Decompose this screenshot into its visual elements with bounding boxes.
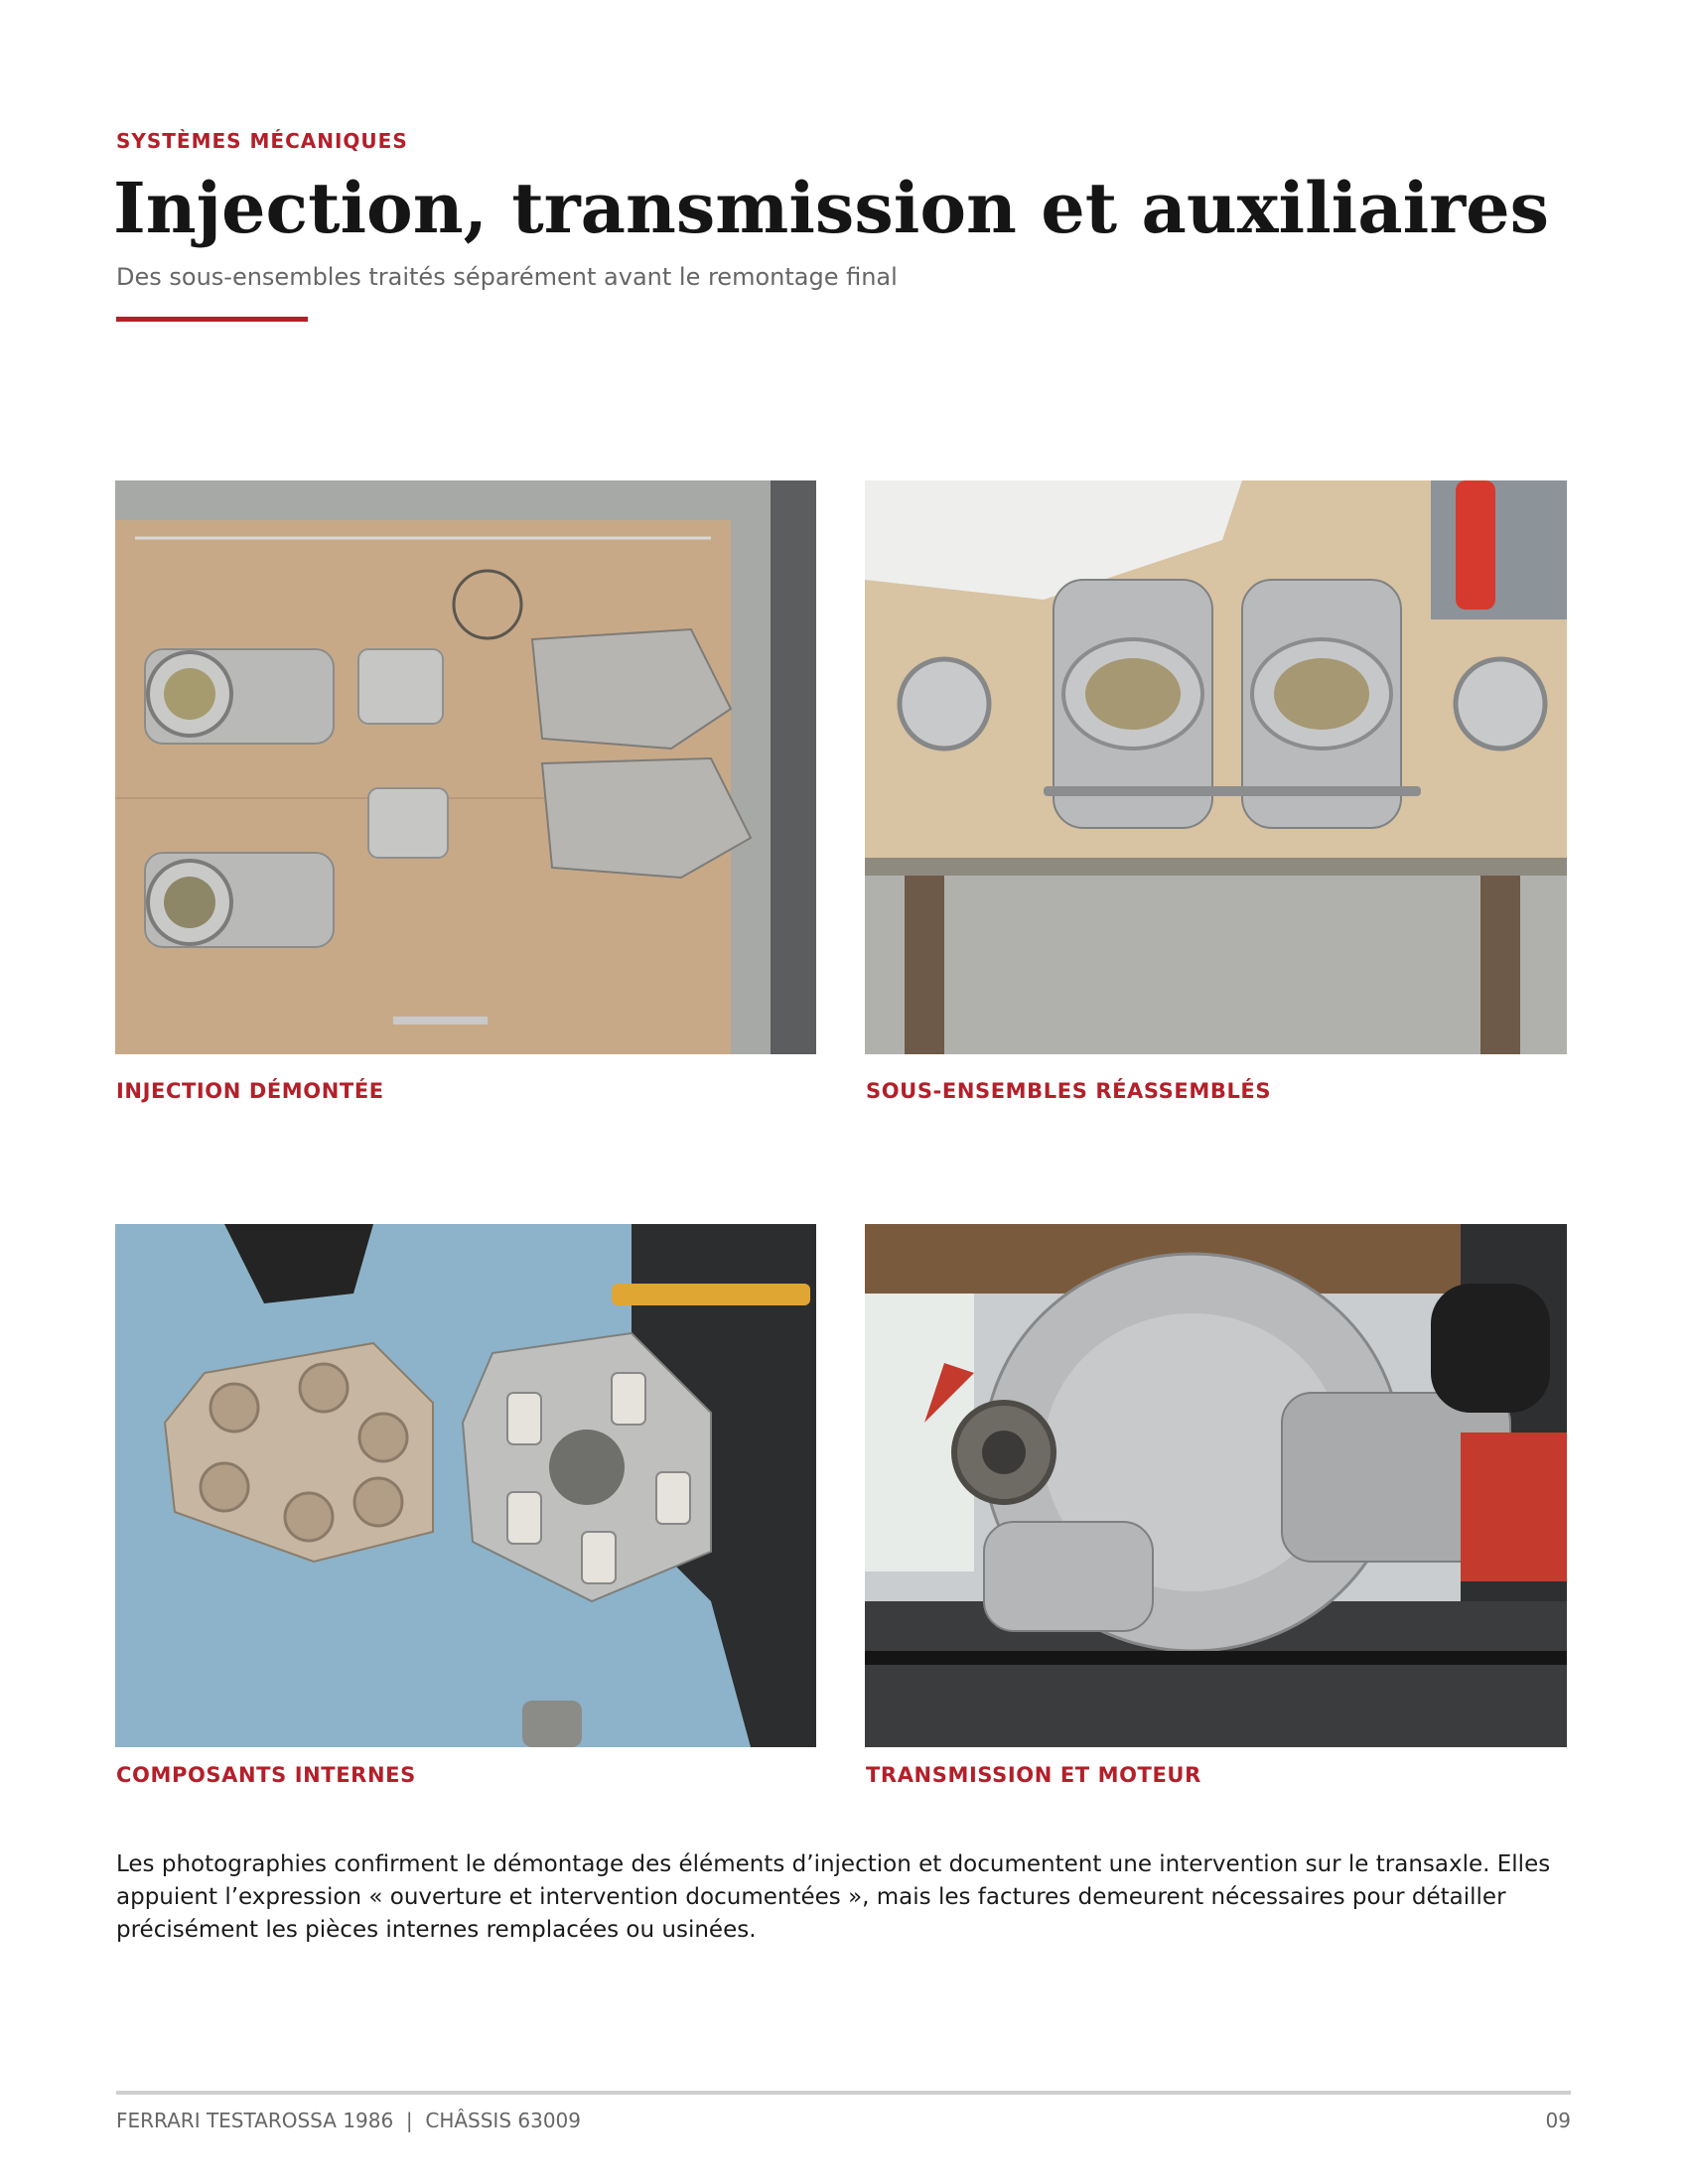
body-paragraph <box>116 1848 1586 1947</box>
footer-document-label: FERRARI TESTAROSSA 1986 | CHÂSSIS 63009 <box>116 2109 582 2132</box>
caption-injection-disassembled: INJECTION DÉMONTÉE <box>116 1079 384 1103</box>
photo-transmission-engine <box>865 1224 1567 1747</box>
reassembled-throttle-bodies-photo <box>865 480 1567 1054</box>
caption-subassemblies-reassembled: SOUS-ENSEMBLES RÉASSEMBLÉS <box>866 1079 1272 1103</box>
body-text: Les photographies confirment le démontage des éléments d’injection et documentent une intervention sur le transaxle. Elles appuient l’expression « ouverture et intervention documentées », mais les factures demeurent nécessaires pour détailler précisément les pièces internes remplacées ou usinées. <box>116 1851 1551 1943</box>
title-accent-rule <box>116 317 308 322</box>
photo-internal-components <box>115 1224 816 1747</box>
transaxle-and-engine-photo <box>865 1224 1567 1747</box>
page-subtitle: Des sous-ensembles traités séparément avant le remontage final <box>116 263 898 291</box>
caption-internal-components: COMPOSANTS INTERNES <box>116 1763 416 1787</box>
photo-subassemblies-reassembled <box>865 480 1567 1054</box>
fuel-distributor-internals-photo <box>115 1224 816 1747</box>
footer-rule <box>116 2091 1571 2095</box>
disassembled-injection-parts-photo <box>115 480 816 1054</box>
photo-injection-disassembled <box>115 480 816 1054</box>
page-title: Injection, transmission et auxiliaires <box>113 167 1550 249</box>
section-kicker: SYSTÈMES MÉCANIQUES <box>116 129 408 153</box>
footer-page-number: 09 <box>1545 2109 1571 2132</box>
caption-transmission-engine: TRANSMISSION ET MOTEUR <box>866 1763 1201 1787</box>
